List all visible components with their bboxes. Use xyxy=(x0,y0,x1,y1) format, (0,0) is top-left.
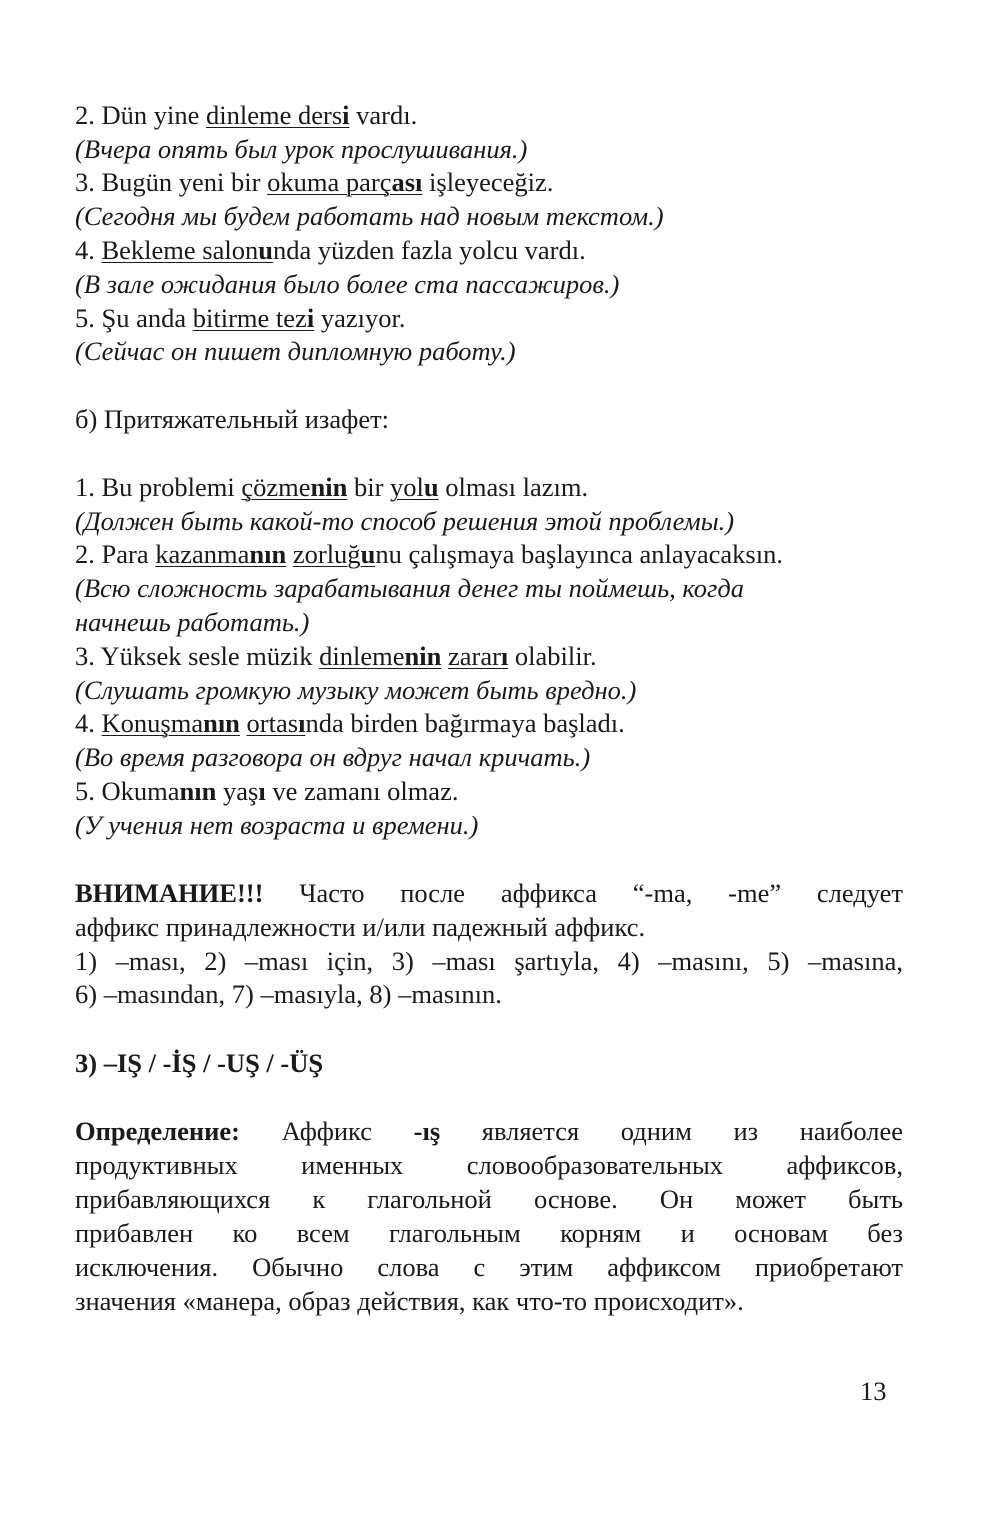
definition-label: Определение: xyxy=(75,1116,240,1146)
translation-a-4: (В зале ожидания было более ста пассажиров.) xyxy=(75,269,620,299)
example-b-4: 4. Konuşmanın ortasında birden bağırmaya başladı. xyxy=(75,708,625,738)
translation-b-4: (Во время разговора он вдруг начал кричать.) xyxy=(75,742,591,772)
definition-line-3: прибавляющихся к глагольной основе. Он может быть xyxy=(75,1184,903,1214)
translation-a-2: (Вчера опять был урок прослушивания.) xyxy=(75,134,528,164)
translation-a-5: (Сейчас он пишет дипломную работу.) xyxy=(75,336,516,366)
example-b-1: 1. Bu problemi çözmenin bir yolu olması lazım. xyxy=(75,472,589,502)
definition-line-6: значения «манера, образ действия, как что-то происходит». xyxy=(75,1286,744,1316)
page-number: 13 xyxy=(860,1376,887,1406)
attention-line-1: ВНИМАНИЕ!!! Часто после аффикса “-ma, -me” следует xyxy=(75,878,904,908)
example-a-4: 4. Bekleme salonunda yüzden fazla yolcu vardı. xyxy=(75,235,586,265)
translation-b-3: (Слушать громкую музыку может быть вредно.) xyxy=(75,675,637,705)
definition-line-2: продуктивных именных словообразовательных аффиксов, xyxy=(75,1150,903,1180)
example-a-5: 5. Şu anda bitirme tezi yazıyor. xyxy=(75,303,406,333)
translation-b-2-line1: (Всю сложность зарабатывания денег ты поймешь, когда xyxy=(75,573,745,603)
definition-line-5: исключения. Обычно слова с этим аффиксом приобретают xyxy=(75,1252,903,1282)
section-3-heading: 3) –IŞ / -İŞ / -UŞ / -ÜŞ xyxy=(75,1048,324,1078)
example-b-3: 3. Yüksek sesle müzik dinlemenin zararı olabilir. xyxy=(75,641,597,671)
translation-b-5: (У учения нет возраста и времени.) xyxy=(75,810,479,840)
translation-b-1: (Должен быть какой-то способ решения этой проблемы.) xyxy=(75,506,735,536)
attention-list-line-2: 6) –masından, 7) –masıyla, 8) –masının. xyxy=(75,979,502,1009)
attention-list-line-1: 1) –ması, 2) –ması için, 3) –ması şartıyla, 4) –masını, 5) –masına, xyxy=(75,946,903,976)
example-b-2: 2. Para kazanmanın zorluğunu çalışmaya başlayınca anlayacaksın. xyxy=(75,539,783,569)
translation-b-2-line2: начнешь работать.) xyxy=(75,607,310,637)
definition-line-1: Определение: Аффикс -ış является одним из наиболее xyxy=(75,1116,903,1146)
section-b-title: б) Притяжательный изафет: xyxy=(75,404,390,434)
attention-line-2: аффикс принадлежности и/или падежный аффикс. xyxy=(75,912,646,942)
example-b-5: 5. Okumanın yaşı ve zamanı olmaz. xyxy=(75,776,459,806)
definition-line-4: прибавлен ко всем глагольным корням и основам без xyxy=(75,1218,903,1248)
attention-label: ВНИМАНИЕ!!! xyxy=(75,878,264,908)
example-a-3: 3. Bugün yeni bir okuma parçası işleyeceğiz. xyxy=(75,167,554,197)
example-a-2: 2. Dün yine dinleme dersi vardı. xyxy=(75,100,418,130)
translation-a-3: (Сегодня мы будем работать над новым текстом.) xyxy=(75,201,664,231)
